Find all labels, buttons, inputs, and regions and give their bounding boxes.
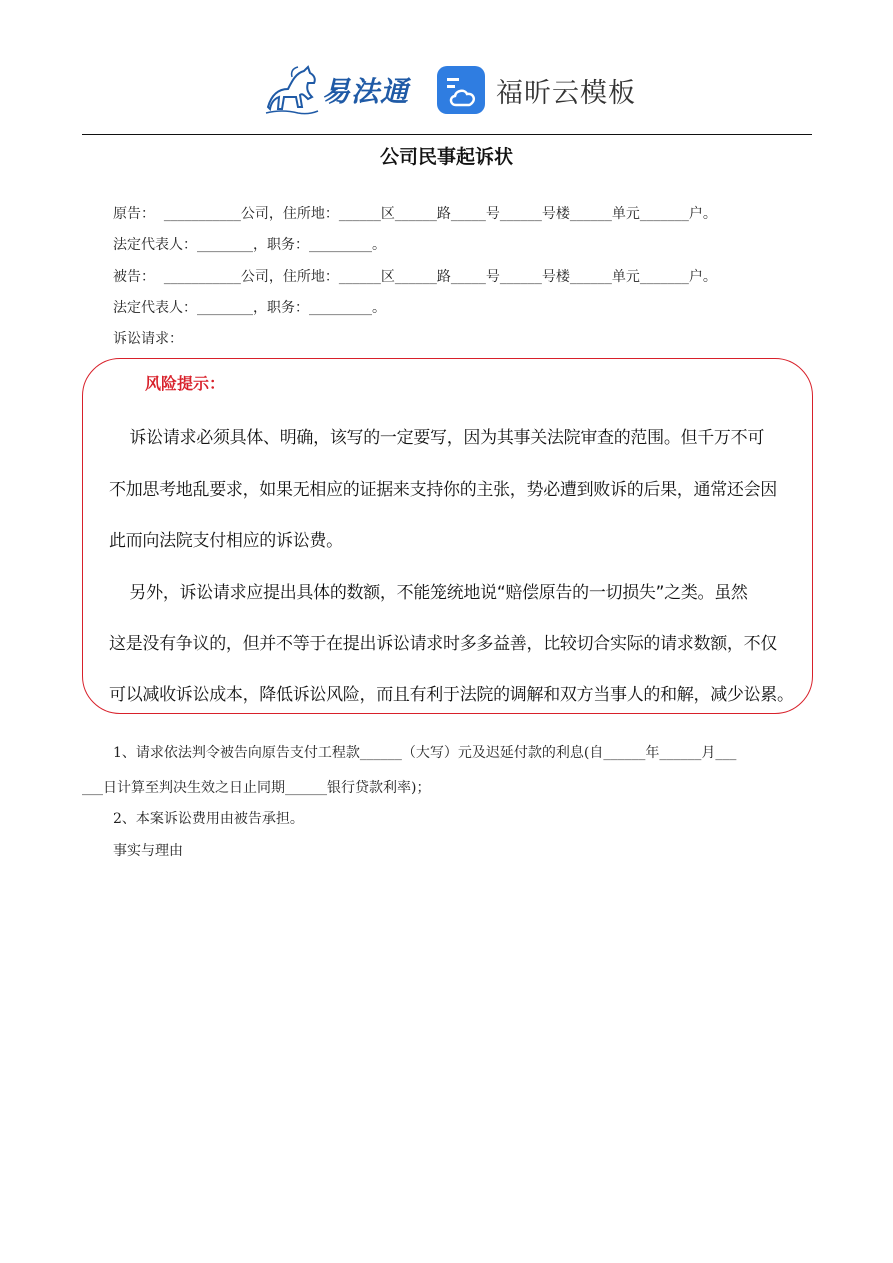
- risk-warning-title: 风险提示：: [145, 374, 226, 393]
- risk-text-line: 此而向法院支付相应的诉讼费。: [109, 531, 343, 551]
- facts-heading: 事实与理由: [113, 843, 183, 859]
- risk-text-line: 不加思考地乱要求，如果无相应的证据来支持你的主张，势必遭到败诉的后果，通常还会因: [109, 480, 777, 500]
- claim-item-2: 2、本案诉讼费用由被告承担。: [113, 811, 304, 827]
- claims-heading: 诉讼请求：: [113, 331, 183, 347]
- defendant-line: 被告： ___________公司，住所地：______区______路_____号______号楼______单元_______户。: [113, 269, 717, 285]
- plaintiff-representative-line: 法定代表人：________，职务：_________。: [113, 237, 386, 253]
- claim-item-1-line-1: 1、请求依法判令被告向原告支付工程款______（大写）元及迟延付款的利息(自______年______月___: [113, 745, 737, 761]
- risk-text-line: 可以减收诉讼成本，降低诉讼风险，而且有利于法院的调解和双方当事人的和解，减少讼累。: [109, 685, 794, 705]
- risk-text-line: 另外，诉讼请求应提出具体的数额，不能笼统地说“赔偿原告的一切损失”之类。虽然: [109, 583, 748, 603]
- fuxin-logo: [436, 64, 636, 116]
- header-divider: [82, 134, 812, 135]
- yifatong-logo-text: 易法通: [322, 75, 410, 108]
- fuxin-logo-text: 福昕云模板: [496, 77, 636, 109]
- risk-text-line: 这是没有争议的，但并不等于在提出诉讼请求时多多益善，比较切合实际的请求数额，不仅: [109, 634, 777, 654]
- page-title: 公司民事起诉状: [379, 146, 513, 168]
- plaintiff-line: 原告： ___________公司，住所地：______区______路_____号______号楼______单元_______户。: [113, 206, 717, 222]
- defendant-representative-line: 法定代表人：________，职务：_________。: [113, 300, 386, 316]
- header: [0, 58, 893, 122]
- risk-warning-box: [82, 358, 813, 714]
- cloud-document-icon: [436, 65, 486, 115]
- horse-emblem-icon: [262, 63, 320, 117]
- yifatong-logo: [262, 62, 409, 118]
- risk-text-line: 诉讼请求必须具体、明确，该写的一定要写，因为其事关法院审查的范围。但千万不可: [109, 428, 765, 448]
- claim-item-1-line-2: ___日计算至判决生效之日止同期______银行贷款利率)；: [82, 780, 431, 796]
